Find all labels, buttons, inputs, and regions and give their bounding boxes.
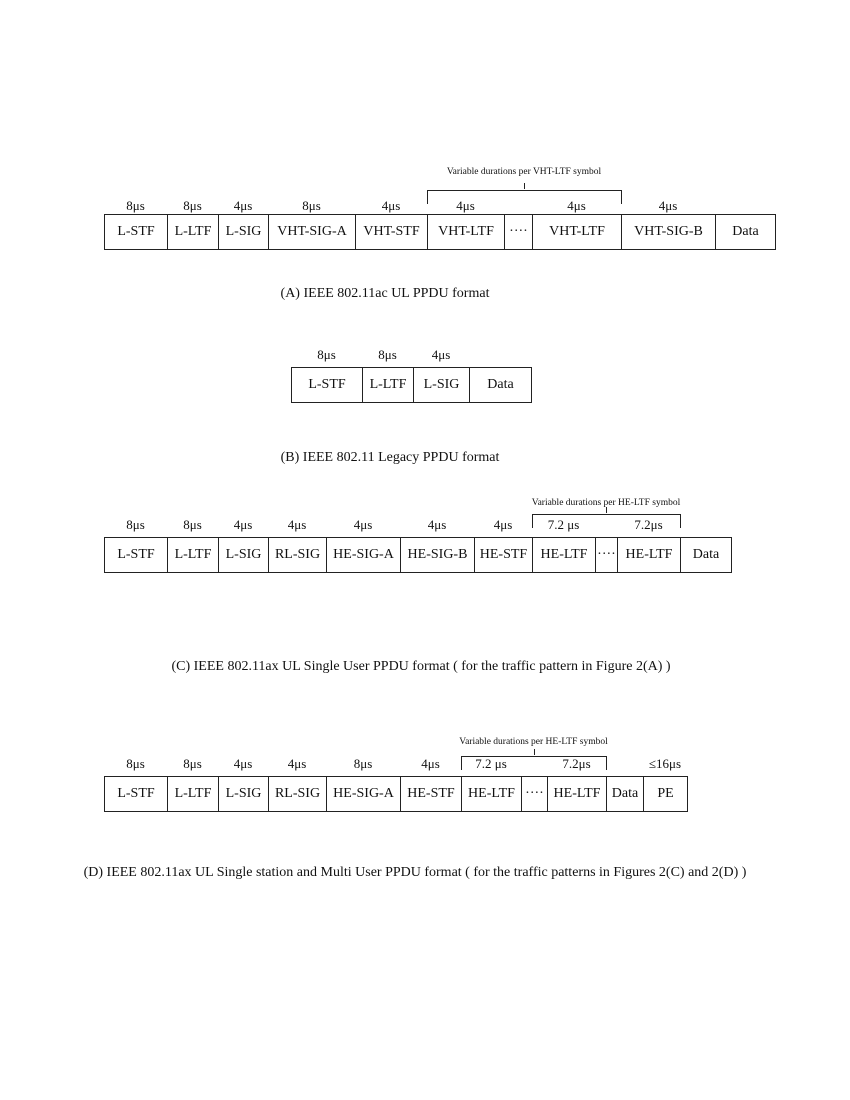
ppdu-field: HE-STF (400, 776, 462, 812)
field-duration: 4μs (287, 756, 307, 771)
field-duration: 4μs (233, 756, 253, 771)
field-duration: 4μs (493, 517, 513, 532)
ppdu-field: L-STF (291, 367, 363, 403)
field-duration: 7.2μs (634, 517, 663, 532)
bracket-pointer (524, 183, 525, 189)
ppdu-field: ···· (521, 776, 548, 812)
field-duration: 8μs (302, 198, 321, 213)
field-duration: 8μs (126, 198, 145, 213)
field-duration: 4μs (421, 756, 440, 771)
ppdu-field: L-LTF (167, 537, 219, 573)
ppdu-field: ···· (595, 537, 618, 573)
field-duration: 8μs (126, 517, 145, 532)
ltf-duration-bracket (427, 190, 622, 204)
ppdu-field: Data (469, 367, 532, 403)
field-duration: 4μs (658, 198, 678, 213)
ppdu-field: ···· (504, 214, 533, 250)
ppdu-field: HE-LTF (461, 776, 522, 812)
ppdu-field: L-STF (104, 537, 168, 573)
ppdu-field: Data (606, 776, 644, 812)
field-duration: 8μs (183, 517, 202, 532)
ppdu-field: L-SIG (218, 214, 269, 250)
field-duration: 7.2 μs (475, 756, 507, 771)
figure-caption: (C) IEEE 802.11ax UL Single User PPDU format ( for the traffic pattern in Figure 2(A) ) (171, 659, 671, 674)
field-duration: 4μs (456, 198, 475, 213)
ppdu-field: HE-SIG-B (400, 537, 475, 573)
field-duration: 4μs (287, 517, 307, 532)
ppdu-field: VHT-LTF (427, 214, 505, 250)
field-duration: 8μs (378, 347, 397, 362)
ppdu-field: HE-SIG-A (326, 537, 401, 573)
bracket-note: Variable durations per HE-LTF symbol (459, 737, 608, 747)
ppdu-field: L-SIG (413, 367, 470, 403)
ppdu-field: HE-LTF (532, 537, 596, 573)
ppdu-field: PE (643, 776, 688, 812)
bracket-note: Variable durations per HE-LTF symbol (531, 498, 681, 508)
field-duration: 4μs (353, 517, 373, 532)
ppdu-field: RL-SIG (268, 776, 327, 812)
field-duration: 8μs (317, 347, 336, 362)
field-duration: 4μs (431, 347, 451, 362)
ppdu-field: Data (680, 537, 732, 573)
ppdu-field: L-LTF (167, 214, 219, 250)
field-duration: 4μs (233, 517, 253, 532)
ltf-duration-bracket (461, 756, 607, 770)
bracket-pointer (534, 749, 535, 755)
ppdu-field: HE-SIG-A (326, 776, 401, 812)
ppdu-field: L-SIG (218, 537, 269, 573)
field-duration: 7.2μs (562, 756, 591, 771)
field-duration: 8μs (183, 756, 202, 771)
field-duration: 4μs (233, 198, 253, 213)
ppdu-field: VHT-SIG-B (621, 214, 716, 250)
figure-caption: (A) IEEE 802.11ac UL PPDU format (280, 286, 490, 301)
ppdu-field: L-LTF (362, 367, 414, 403)
ppdu-field: L-STF (104, 214, 168, 250)
ppdu-field: L-LTF (167, 776, 219, 812)
ppdu-field: VHT-SIG-A (268, 214, 356, 250)
ppdu-field: RL-SIG (268, 537, 327, 573)
ppdu-field: L-STF (104, 776, 168, 812)
ppdu-field: L-SIG (218, 776, 269, 812)
field-duration: 4μs (427, 517, 447, 532)
ppdu-field: Data (715, 214, 776, 250)
ppdu-field: HE-STF (474, 537, 533, 573)
ltf-duration-bracket (532, 514, 681, 528)
ppdu-field: HE-LTF (617, 537, 681, 573)
field-duration: 8μs (353, 756, 373, 771)
field-duration: 4μs (381, 198, 401, 213)
field-duration: ≤16μs (648, 756, 682, 771)
field-duration: 7.2 μs (547, 517, 580, 532)
field-duration: 8μs (126, 756, 145, 771)
field-duration: 4μs (567, 198, 586, 213)
field-duration: 8μs (183, 198, 202, 213)
figure-caption: (B) IEEE 802.11 Legacy PPDU format (280, 450, 500, 465)
bracket-note: Variable durations per VHT-LTF symbol (446, 167, 602, 177)
ppdu-field: VHT-LTF (532, 214, 622, 250)
ppdu-field: HE-LTF (547, 776, 607, 812)
figure-caption: (D) IEEE 802.11ax UL Single station and Multi User PPDU format ( for the traffic patterns in Figures 2(C) and 2(D) ) (83, 865, 747, 880)
ppdu-field: VHT-STF (355, 214, 428, 250)
